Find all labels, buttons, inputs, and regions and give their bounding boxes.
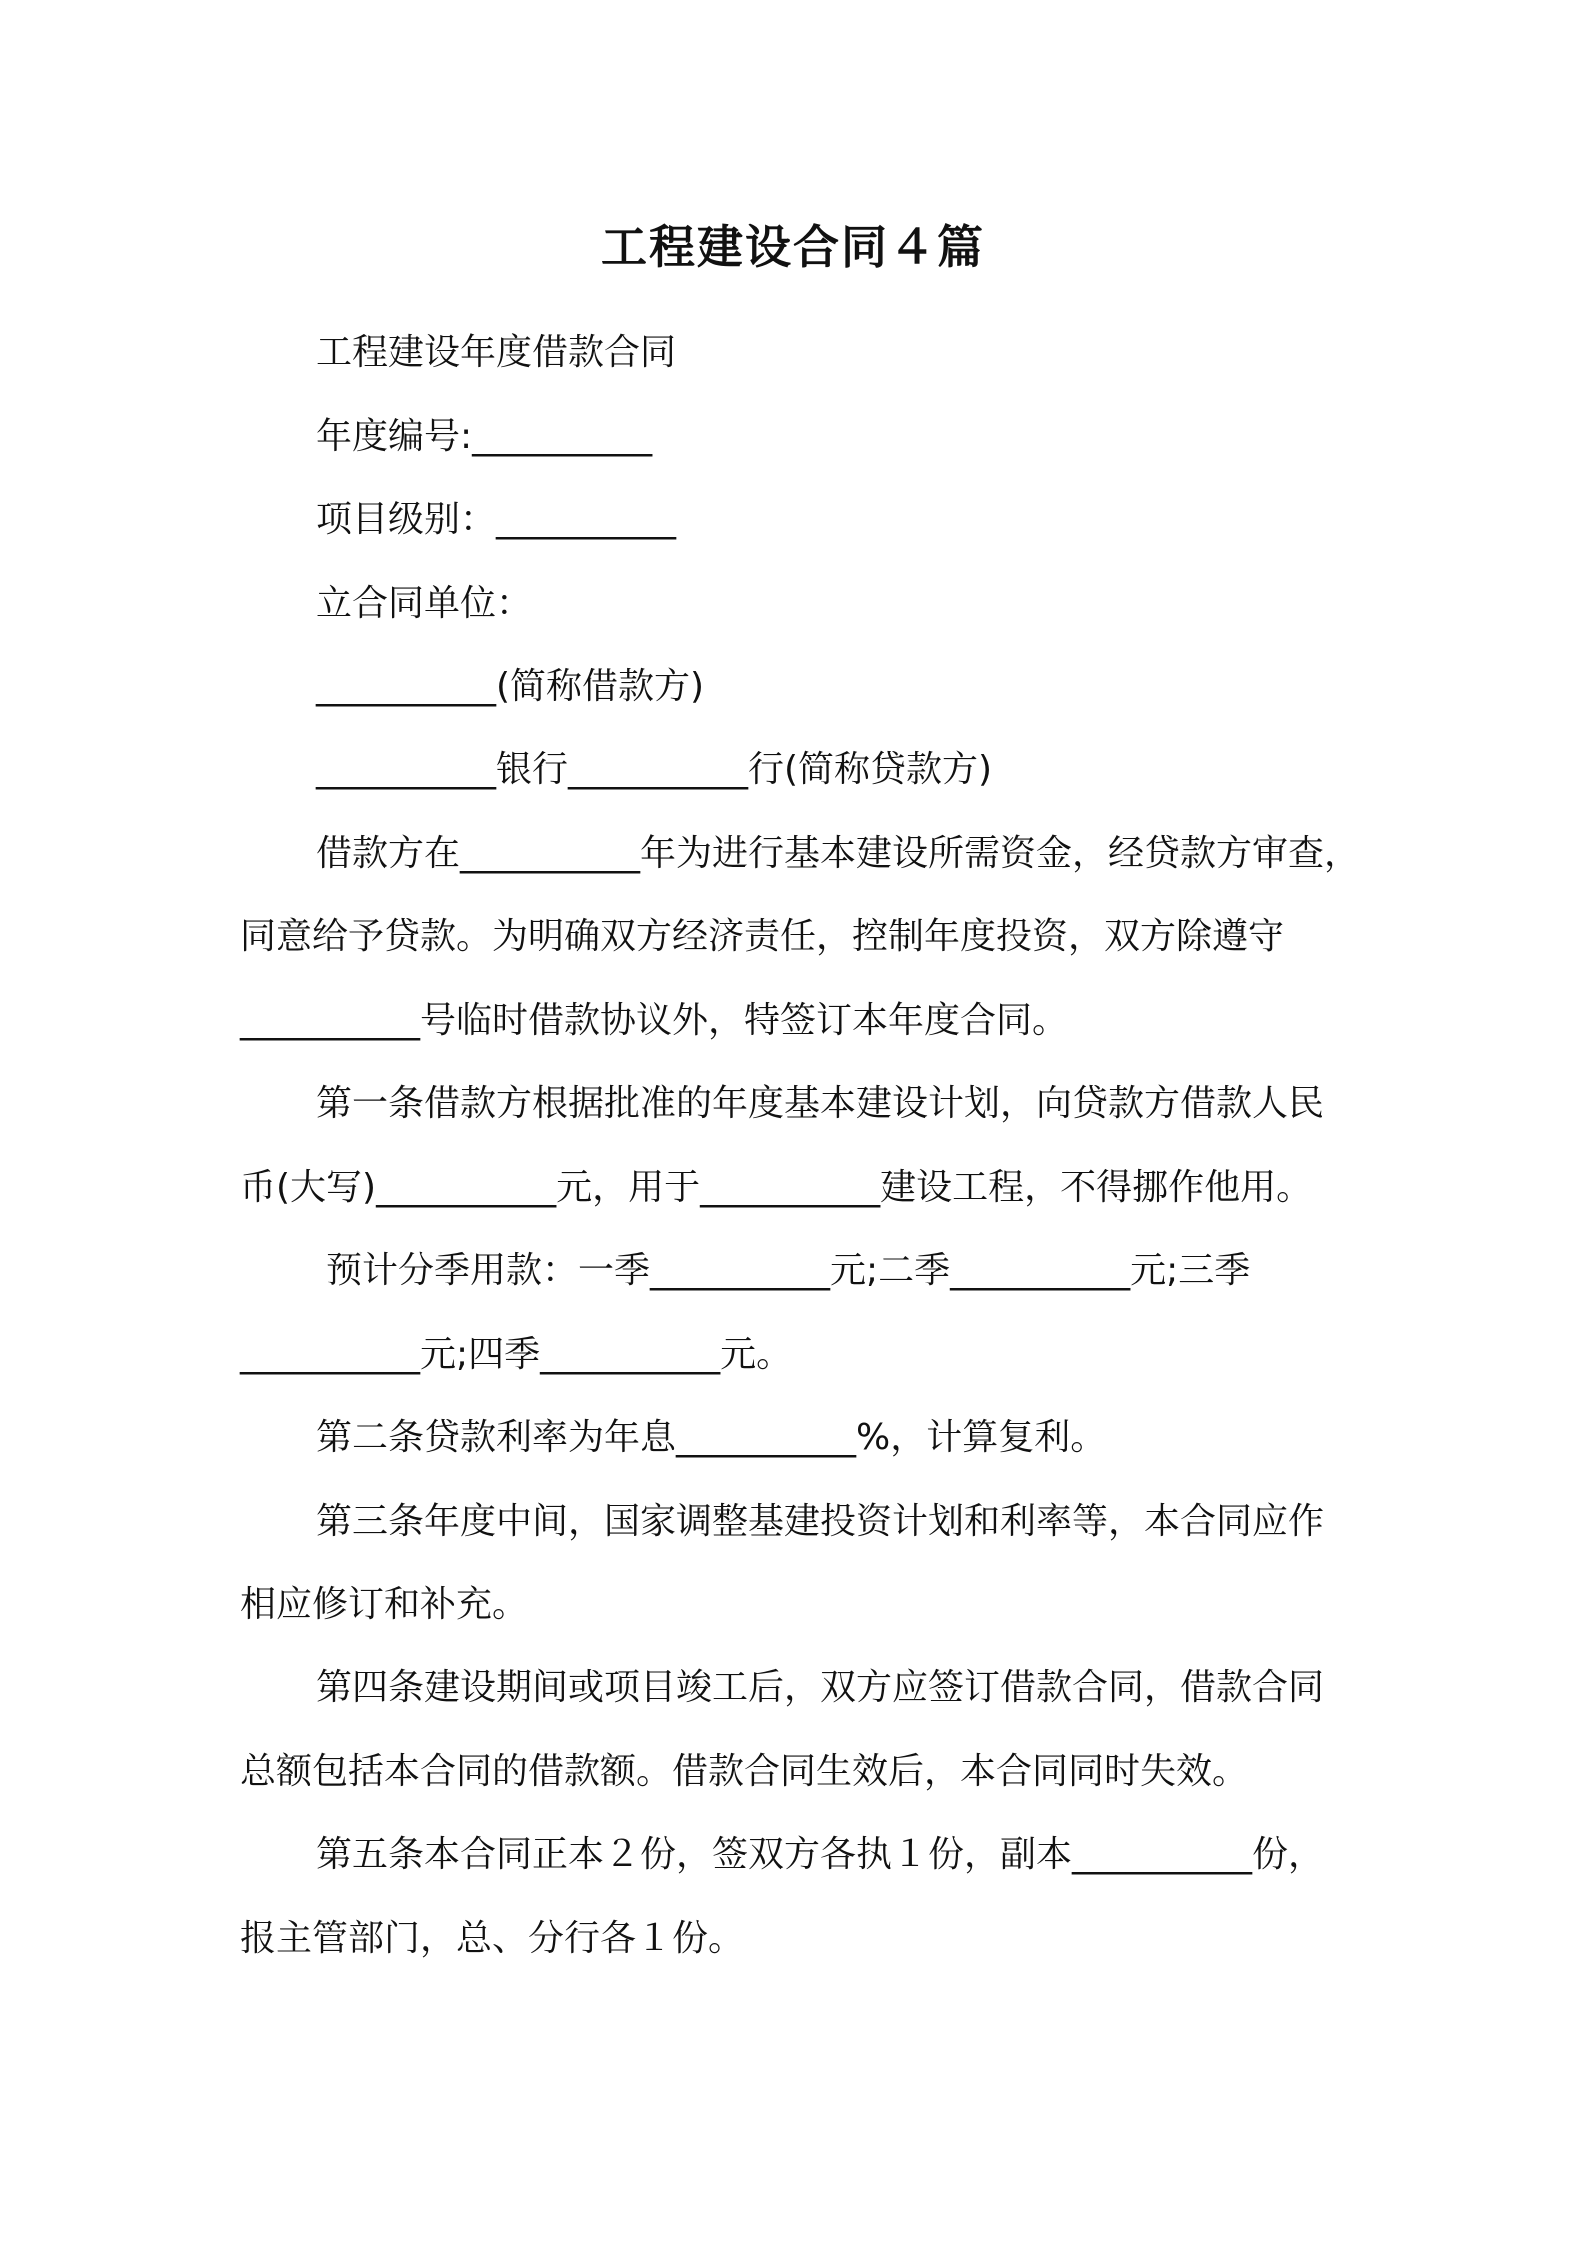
article-4-line-1: 第四条建设期间或项目竣工后，双方应签订借款合同，借款合同 bbox=[316, 1667, 1325, 1708]
article-5-line-2: 报主管部门，总、分行各１份。 bbox=[240, 1918, 745, 1959]
document-title: 工程建设合同４篇 bbox=[601, 220, 985, 274]
article-4-line-2: 总额包括本合同的借款额。借款合同生效后，本合同同时失效。 bbox=[240, 1751, 1249, 1792]
article-5-line-1: 第五条本合同正本２份，签双方各执１份，副本__________份， bbox=[316, 1834, 1325, 1875]
project-level-line: 项目级别：__________ bbox=[316, 499, 677, 540]
article-3-line-2: 相应修订和补充。 bbox=[240, 1584, 529, 1625]
article-3-line-1: 第三条年度中间，国家调整基建投资计划和利率等，本合同应作 bbox=[316, 1501, 1325, 1542]
contracting-parties-label: 立合同单位： bbox=[316, 583, 533, 624]
contract-subtitle: 工程建设年度借款合同 bbox=[316, 332, 677, 373]
article-1-line-2: 币(大写)__________元，用于__________建设工程，不得挪作他用。 bbox=[240, 1167, 1313, 1208]
paragraph-intro-line-2: 同意给予贷款。为明确双方经济责任，控制年度投资，双方除遵守 bbox=[240, 916, 1285, 957]
article-2: 第二条贷款利率为年息__________%，计算复利。 bbox=[316, 1417, 1107, 1458]
borrower-line: __________(简称借款方) bbox=[316, 666, 705, 707]
quarterly-usage-line-2: __________元;四季__________元。 bbox=[240, 1334, 793, 1375]
lender-line: __________银行__________行(简称贷款方) bbox=[316, 749, 993, 790]
article-1-line-1: 第一条借款方根据批准的年度基本建设计划，向贷款方借款人民 bbox=[316, 1083, 1325, 1124]
paragraph-intro-line-1: 借款方在__________年为进行基本建设所需资金，经贷款方审查， bbox=[316, 833, 1361, 874]
annual-number-line: 年度编号:__________ bbox=[316, 416, 653, 457]
quarterly-usage-line-1: 预计分季用款：一季__________元;二季__________元;三季 bbox=[326, 1250, 1251, 1291]
paragraph-intro-line-3: __________号临时借款协议外，特签订本年度合同。 bbox=[240, 1000, 1069, 1041]
